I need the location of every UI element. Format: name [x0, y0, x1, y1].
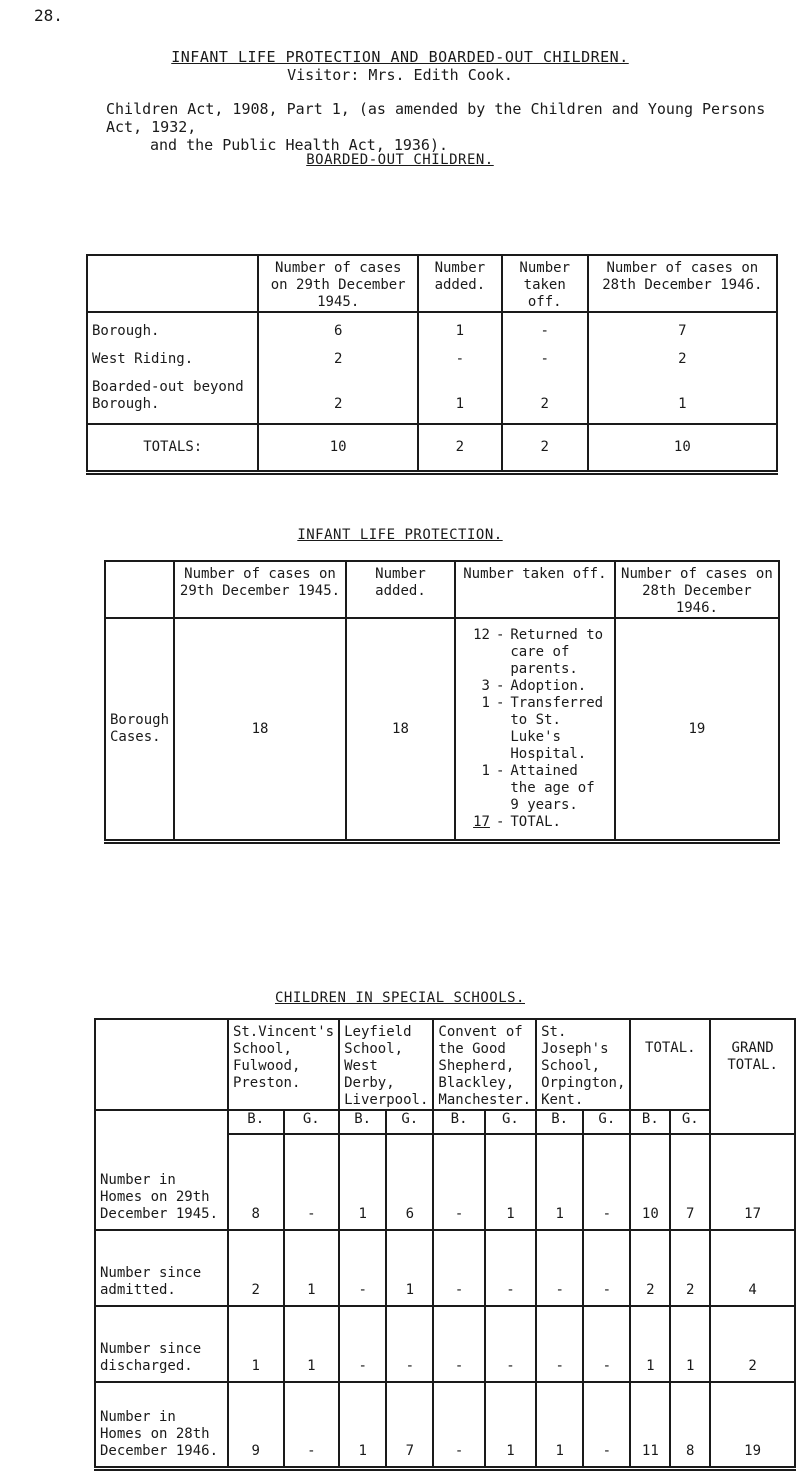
- cell-value: 1: [228, 1306, 284, 1382]
- table-row: [105, 618, 779, 842]
- grand-total-value: 4: [710, 1230, 795, 1306]
- boarded-out-table: [86, 254, 778, 475]
- sex-label: G.: [386, 1110, 433, 1134]
- total-value: 2: [418, 424, 502, 472]
- school-name: St.Vincent's School, Fulwood, Preston.: [228, 1019, 339, 1110]
- cell-value: 10: [630, 1134, 670, 1230]
- cell-value: 1: [678, 396, 687, 412]
- sex-label: B.: [433, 1110, 484, 1134]
- sex-label: B.: [339, 1110, 386, 1134]
- taken-off-total-label: TOTAL.: [510, 814, 561, 830]
- cell-value: 1: [455, 396, 465, 412]
- infant-taken-off: [455, 618, 615, 842]
- cell-value: 8: [670, 1382, 710, 1468]
- cell-value: -: [339, 1230, 386, 1306]
- column-values: [258, 312, 418, 424]
- cell-value: 1: [536, 1134, 583, 1230]
- cell-value: -: [536, 1306, 583, 1382]
- school-name: Convent of the Good Shepherd, Blackley, Manchester.: [433, 1019, 536, 1110]
- infant-header-blank: [105, 561, 174, 618]
- cell-value: -: [386, 1306, 433, 1382]
- column-values: [588, 312, 777, 424]
- row-label: Borough.: [92, 323, 160, 339]
- cell-value: 1: [386, 1230, 433, 1306]
- boarded-out-header-blank: [87, 255, 258, 312]
- taken-off-total-count: 17: [473, 814, 490, 830]
- cell-value: -: [284, 1134, 340, 1230]
- cell-value: -: [583, 1382, 630, 1468]
- infant-on-28th: 19: [615, 618, 779, 842]
- special-schools-heading: CHILDREN IN SPECIAL SCHOOLS.: [274, 990, 525, 1006]
- taken-off-count: 3: [481, 678, 490, 694]
- sex-label: B.: [228, 1110, 284, 1134]
- cell-value: 1: [339, 1382, 386, 1468]
- total-value: 2: [502, 424, 588, 472]
- cell-value: -: [583, 1134, 630, 1230]
- total-value: 10: [588, 424, 777, 472]
- taken-off-item: 1 - Attained the age of 9 years.: [462, 763, 608, 814]
- cell-value: 2: [540, 396, 549, 412]
- taken-off-reason: Transferred to St. Luke's Hospital.: [510, 695, 604, 762]
- infant-header: Number of cases on 28th December 1946.: [615, 561, 779, 618]
- taken-off-item: 1 - Transferred to St. Luke's Hospital.: [462, 695, 608, 763]
- cell-value: 11: [630, 1382, 670, 1468]
- row-label: Number since discharged.: [95, 1306, 228, 1382]
- sex-label: B.: [536, 1110, 583, 1134]
- table-row: [87, 312, 777, 424]
- cell-value: 1: [485, 1382, 536, 1468]
- row-label: Number in Homes on 29th December 1945.: [95, 1110, 228, 1230]
- taken-off-item: 3 - Adoption.: [462, 678, 608, 695]
- infant-on-29th: 18: [174, 618, 346, 842]
- cell-value: -: [540, 351, 549, 367]
- row-label: Number in Homes on 28th December 1946.: [95, 1382, 228, 1468]
- cell-value: -: [433, 1382, 484, 1468]
- infant-row-label: Borough Cases.: [105, 618, 174, 842]
- cell-value: 9: [228, 1382, 284, 1468]
- totals-label: TOTALS:: [87, 424, 258, 472]
- grand-total-value: 17: [710, 1134, 795, 1230]
- taken-off-count: 1: [481, 763, 490, 779]
- sex-label: G.: [670, 1110, 710, 1134]
- row-label: Boarded-out beyond Borough.: [92, 379, 244, 412]
- cell-value: 1: [536, 1382, 583, 1468]
- cell-value: -: [433, 1306, 484, 1382]
- cell-value: -: [485, 1306, 536, 1382]
- special-schools-table: [94, 1018, 796, 1471]
- page-title: INFANT LIFE PROTECTION AND BOARDED-OUT CHILDREN.: [171, 48, 629, 66]
- boarded-out-header: Number added.: [418, 255, 502, 312]
- cell-value: 2: [678, 351, 687, 367]
- infant-header: Number taken off.: [455, 561, 615, 618]
- taken-off-reason: Attained the age of 9 years.: [510, 763, 595, 813]
- infant-added: 18: [346, 618, 455, 842]
- grand-total-value: 2: [710, 1306, 795, 1382]
- cell-value: -: [485, 1230, 536, 1306]
- cell-value: 7: [678, 323, 687, 339]
- table-row: [95, 1230, 795, 1306]
- row-label: Number since admitted.: [95, 1230, 228, 1306]
- cell-value: 1: [485, 1134, 536, 1230]
- sex-label: B.: [630, 1110, 670, 1134]
- total-header: TOTAL.: [630, 1019, 710, 1110]
- boarded-out-heading: BOARDED-OUT CHILDREN.: [306, 152, 494, 168]
- row-labels: [87, 312, 258, 424]
- cell-value: -: [455, 351, 465, 367]
- cell-value: 1: [284, 1230, 340, 1306]
- infant-life-heading: INFANT LIFE PROTECTION.: [297, 527, 503, 543]
- cell-value: 2: [333, 396, 343, 412]
- sex-label: G.: [485, 1110, 536, 1134]
- cell-value: 1: [630, 1306, 670, 1382]
- cell-value: -: [433, 1134, 484, 1230]
- cell-value: -: [540, 323, 549, 339]
- school-name: Leyfield School, West Derby, Liverpool.: [339, 1019, 433, 1110]
- visitor-line: Visitor: Mrs. Edith Cook.: [287, 66, 513, 84]
- infant-life-table: [104, 560, 780, 844]
- page-number: 28.: [34, 6, 63, 25]
- cell-value: -: [583, 1306, 630, 1382]
- column-values: [502, 312, 588, 424]
- cell-value: 1: [670, 1306, 710, 1382]
- sex-label: G.: [284, 1110, 340, 1134]
- cell-value: 6: [386, 1134, 433, 1230]
- table-row: [95, 1306, 795, 1382]
- act-line-2: and the Public Health Act, 1936).: [150, 136, 449, 154]
- taken-off-item: 12 - Returned to care of parents.: [462, 627, 608, 678]
- cell-value: 6: [333, 323, 343, 339]
- sex-label: G.: [583, 1110, 630, 1134]
- cell-value: 7: [386, 1382, 433, 1468]
- cell-value: -: [339, 1306, 386, 1382]
- infant-header: Number added.: [346, 561, 455, 618]
- grand-total-header: GRAND TOTAL.: [710, 1019, 795, 1134]
- cell-value: 2: [670, 1230, 710, 1306]
- taken-off-reason: Returned to care of parents.: [510, 627, 604, 677]
- cell-value: 7: [670, 1134, 710, 1230]
- boarded-out-header: Number of cases on 28th December 1946.: [588, 255, 777, 312]
- cell-value: 1: [455, 323, 465, 339]
- cell-value: 1: [339, 1134, 386, 1230]
- total-value: 10: [258, 424, 418, 472]
- cell-value: 2: [333, 351, 343, 367]
- taken-off-count: 12: [473, 627, 490, 643]
- act-reference: [106, 100, 786, 154]
- cell-value: 8: [228, 1134, 284, 1230]
- column-values: [418, 312, 502, 424]
- infant-header: Number of cases on 29th December 1945.: [174, 561, 346, 618]
- taken-off-reason: Adoption.: [510, 678, 587, 694]
- cell-value: -: [583, 1230, 630, 1306]
- boarded-out-header: Number of cases on 29th December 1945.: [258, 255, 418, 312]
- cell-value: -: [536, 1230, 583, 1306]
- cell-value: 2: [630, 1230, 670, 1306]
- taken-off-count: 1: [481, 695, 490, 711]
- cell-value: -: [433, 1230, 484, 1306]
- cell-value: 2: [228, 1230, 284, 1306]
- schools-header-blank: [95, 1019, 228, 1110]
- row-label: West Riding.: [92, 351, 194, 367]
- table-row: [95, 1382, 795, 1468]
- school-name: St. Joseph's School, Orpington, Kent.: [536, 1019, 630, 1110]
- totals-row: [87, 424, 777, 472]
- act-line-1: Children Act, 1908, Part 1, (as amended by the Children and Young Persons Act, 1932,: [106, 100, 766, 136]
- boarded-out-header: Number taken off.: [502, 255, 588, 312]
- cell-value: 1: [284, 1306, 340, 1382]
- taken-off-total: 17 - TOTAL.: [462, 814, 608, 831]
- cell-value: -: [284, 1382, 340, 1468]
- grand-total-value: 19: [710, 1382, 795, 1468]
